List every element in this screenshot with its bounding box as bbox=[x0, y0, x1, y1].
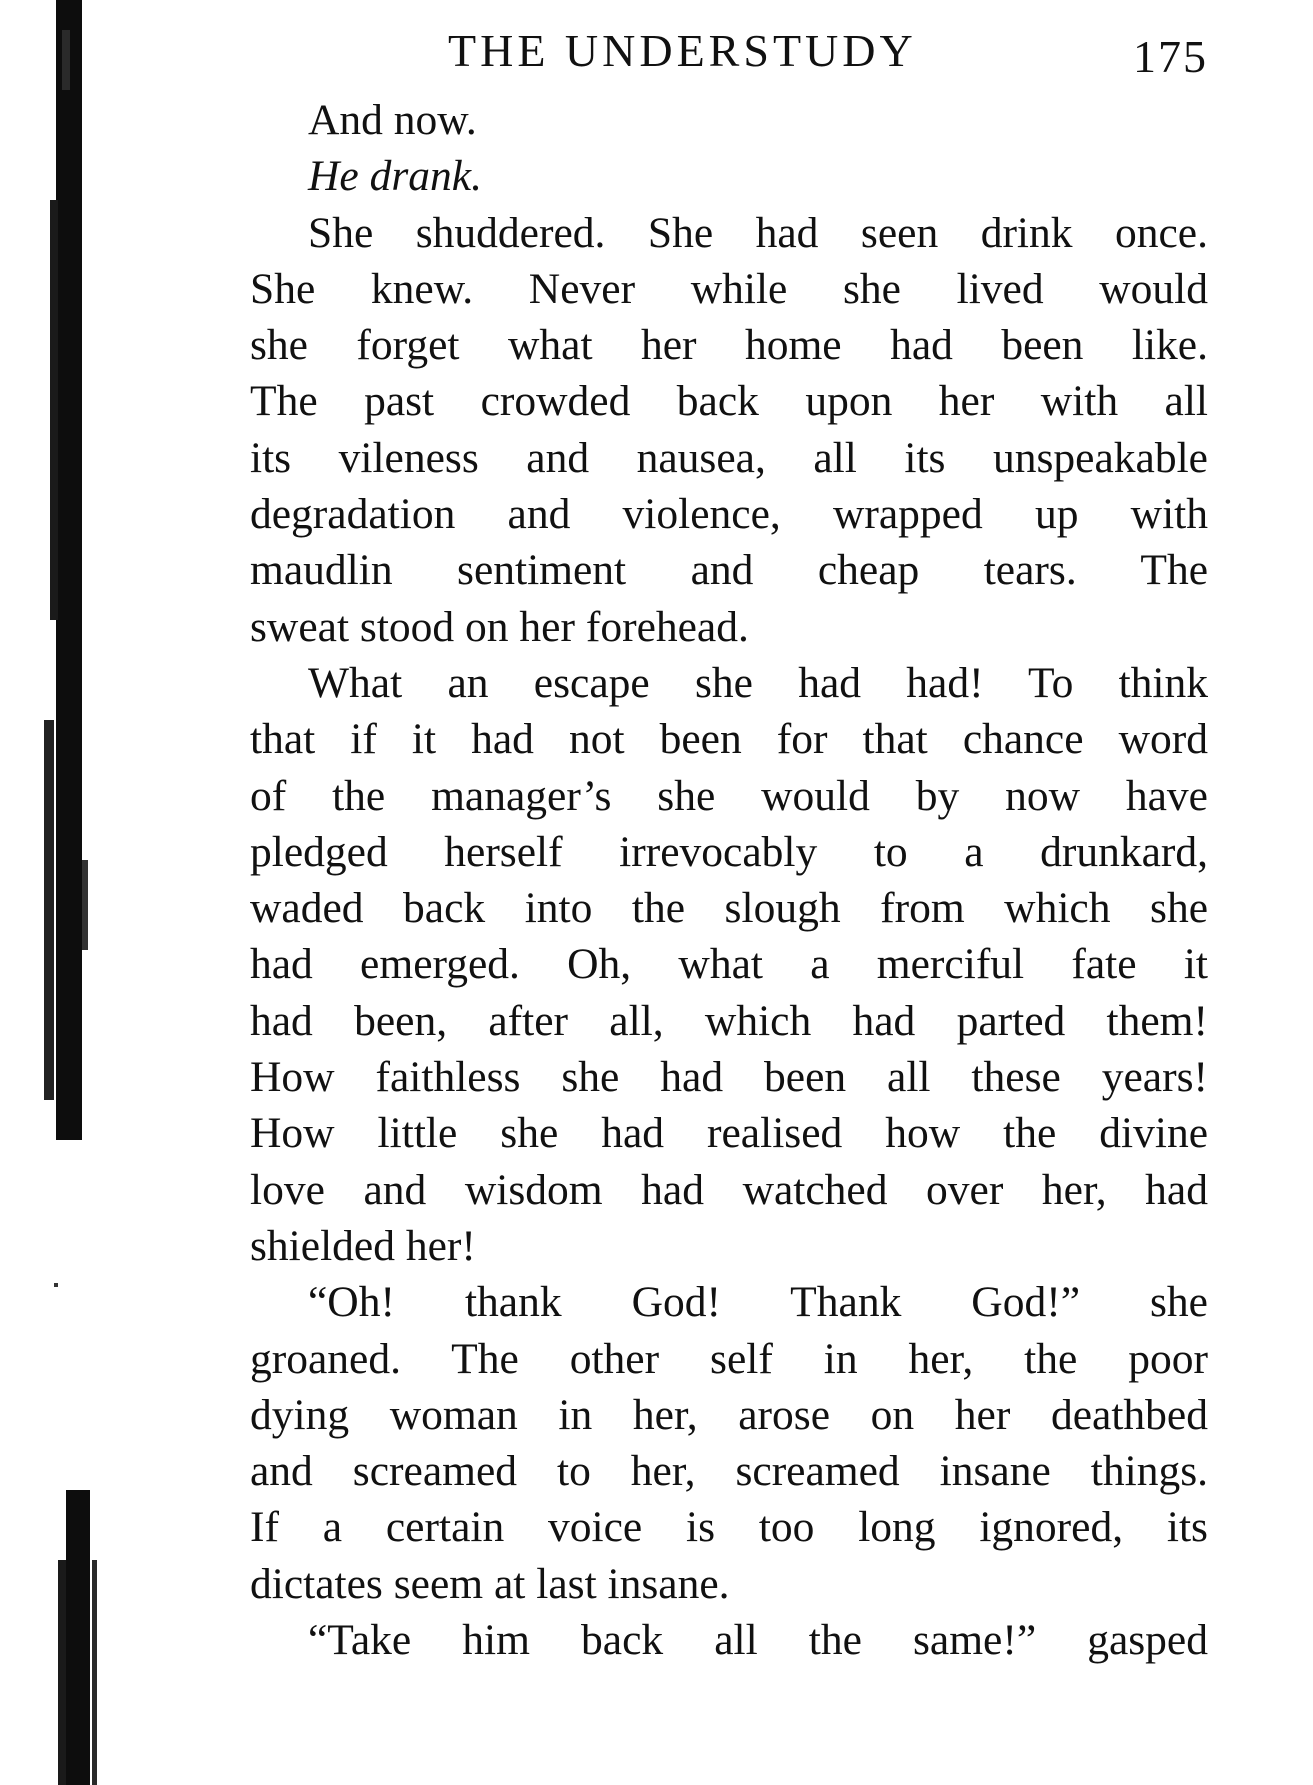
text-line: She knew. Never while she lived would bbox=[250, 264, 1208, 313]
text-line: shielded her! bbox=[250, 1221, 476, 1270]
text-line: How faithless she had been all these years! bbox=[250, 1053, 1208, 1102]
text-line: of the manager’s she would by now have bbox=[250, 771, 1208, 820]
text-line: maudlin sentiment and cheap tears. The bbox=[250, 546, 1208, 595]
text-line: dying woman in her, arose on her deathbed bbox=[250, 1390, 1208, 1439]
running-head bbox=[248, 16, 1208, 86]
running-title: THE UNDERSTUDY bbox=[448, 25, 917, 76]
body-text bbox=[250, 92, 1208, 1668]
text-line: she forget what her home had been like. bbox=[250, 321, 1208, 370]
text-line: waded back into the slough from which she bbox=[250, 884, 1208, 933]
text-line: groaned. The other self in her, the poor bbox=[250, 1334, 1208, 1383]
text-line: If a certain voice is too long ignored, its bbox=[250, 1503, 1208, 1552]
text-line: “Take him back all the same!” gasped bbox=[308, 1616, 1208, 1665]
text-line: had emerged. Oh, what a merciful fate it bbox=[250, 940, 1208, 989]
text-line: had been, after all, which had parted them! bbox=[250, 996, 1208, 1045]
text-line: How little she had realised how the divine bbox=[250, 1109, 1208, 1158]
binding-edge-scan-artifact bbox=[0, 0, 120, 1785]
text-line: pledged herself irrevocably to a drunkard, bbox=[250, 827, 1208, 876]
text-line: degradation and violence, wrapped up with bbox=[250, 490, 1208, 539]
text-line: And now. bbox=[308, 96, 477, 144]
text-line: He drank. bbox=[308, 152, 482, 201]
text-line: sweat stood on her forehead. bbox=[250, 602, 749, 651]
text-line: What an escape she had had! To think bbox=[308, 658, 1208, 707]
text-line: that if it had not been for that chance word bbox=[250, 715, 1208, 764]
text-line: dictates seem at last insane. bbox=[250, 1559, 730, 1608]
page-number: 175 bbox=[1133, 31, 1208, 82]
text-line: She shuddered. She had seen drink once. bbox=[308, 208, 1208, 257]
text-line: and screamed to her, screamed insane things. bbox=[250, 1447, 1208, 1496]
text-line: The past crowded back upon her with all bbox=[250, 377, 1208, 426]
text-line: love and wisdom had watched over her, had bbox=[250, 1165, 1208, 1214]
text-line: “Oh! thank God! Thank God!” she bbox=[308, 1278, 1208, 1327]
text-line: its vileness and nausea, all its unspeakable bbox=[250, 433, 1208, 482]
